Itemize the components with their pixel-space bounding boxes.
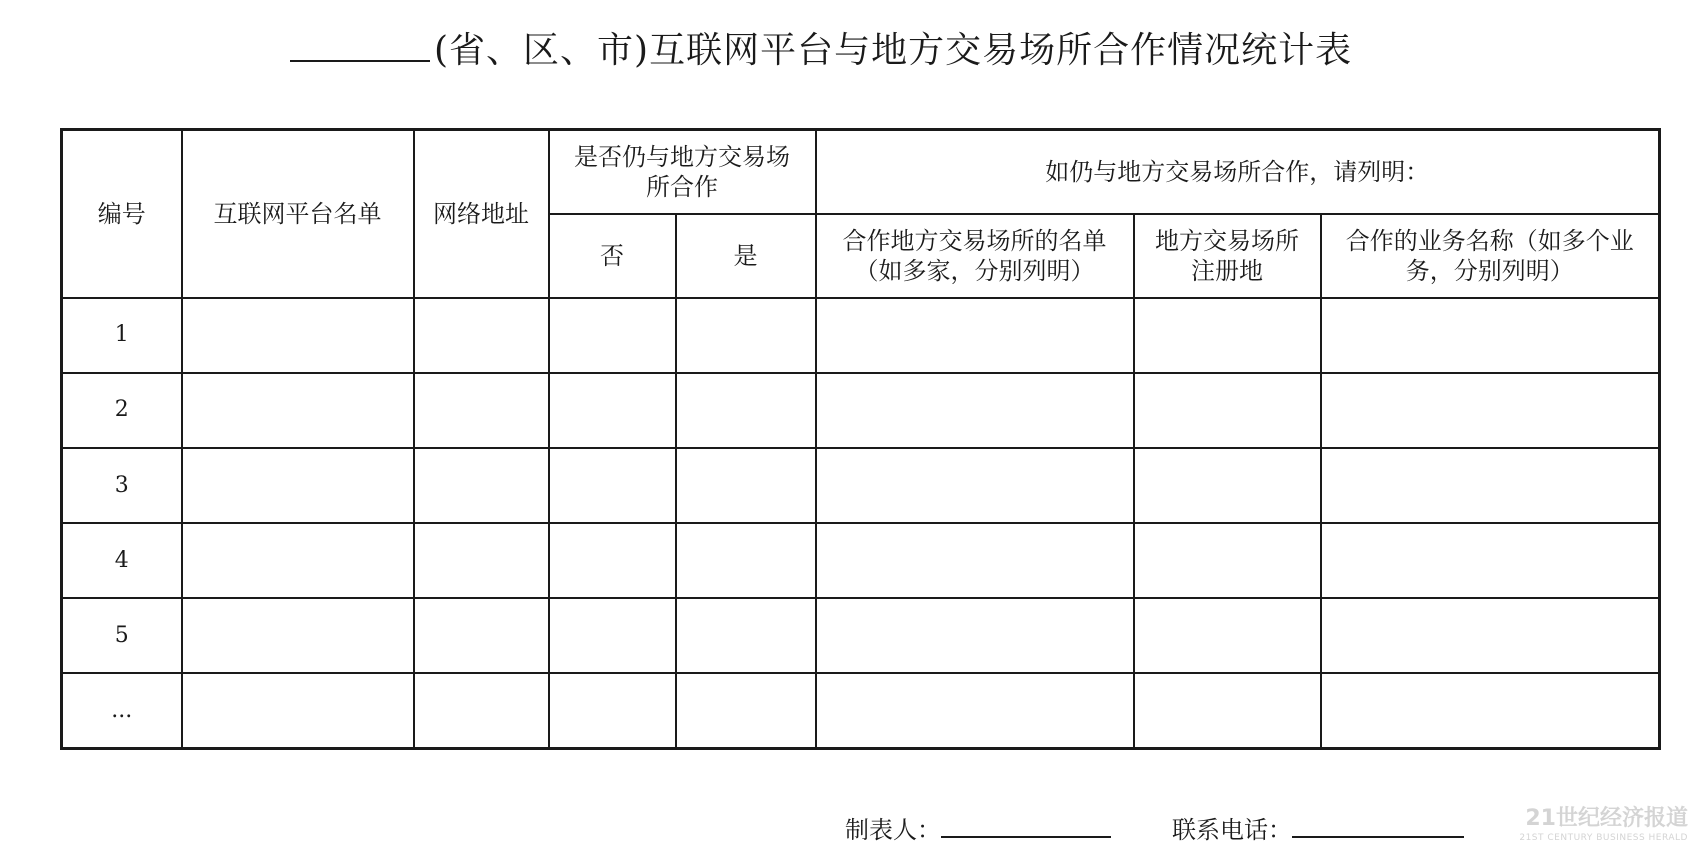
cell-url (414, 298, 549, 373)
header-number: 编号 (62, 130, 182, 298)
cell-yes (676, 673, 816, 748)
cell-yes (676, 298, 816, 373)
cell-registration-place (1134, 298, 1321, 373)
header-platform-list: 互联网平台名单 (182, 130, 414, 298)
cell-registration-place (1134, 373, 1321, 448)
table-row (62, 598, 1660, 673)
table-row (62, 373, 1660, 448)
cell-url (414, 598, 549, 673)
phone-label: 联系电话： (1172, 816, 1292, 844)
preparer-blank (941, 810, 1111, 838)
cell-exchange-names (816, 673, 1134, 748)
cell-url (414, 448, 549, 523)
table-row (62, 448, 1660, 523)
preparer-label: 制表人： (845, 816, 941, 844)
preparer-field (845, 810, 1111, 845)
header-yes: 是 (676, 214, 816, 298)
cell-business-names (1321, 673, 1660, 748)
phone-blank (1292, 810, 1464, 838)
page-title-text: (省、区、市)互联网平台与地方交易场所合作情况统计表 (434, 30, 1353, 71)
cell-platform-name (182, 373, 414, 448)
cell-platform-name (182, 448, 414, 523)
row-number: ... (62, 673, 182, 748)
row-number: 2 (62, 373, 182, 448)
cell-platform-name (182, 598, 414, 673)
cell-yes (676, 373, 816, 448)
cell-exchange-names (816, 373, 1134, 448)
cell-platform-name (182, 673, 414, 748)
cell-registration-place (1134, 448, 1321, 523)
header-exchange-names: 合作地方交易场所的名单（如多家，分别列明） (816, 214, 1134, 298)
watermark-logo (1518, 806, 1688, 844)
page-title (290, 24, 1470, 77)
cell-exchange-names (816, 448, 1134, 523)
cell-yes (676, 448, 816, 523)
cell-no (549, 673, 676, 748)
header-registration-place: 地方交易场所注册地 (1134, 214, 1321, 298)
row-number: 3 (62, 448, 182, 523)
cell-platform-name (182, 298, 414, 373)
cell-registration-place (1134, 598, 1321, 673)
cell-no (549, 298, 676, 373)
cell-url (414, 673, 549, 748)
cell-business-names (1321, 448, 1660, 523)
watermark-main-text: 21世纪经济报道 (1525, 806, 1688, 831)
header-if-cooperating: 如仍与地方交易场所合作，请列明： (816, 130, 1660, 214)
cell-platform-name (182, 523, 414, 598)
row-number: 4 (62, 523, 182, 598)
cell-business-names (1321, 523, 1660, 598)
statistics-table (60, 128, 1661, 750)
phone-field (1172, 810, 1464, 845)
cell-registration-place (1134, 523, 1321, 598)
cell-no (549, 373, 676, 448)
watermark-sub-text: 21ST CENTURY BUSINESS HERALD (1519, 833, 1688, 843)
row-number: 1 (62, 298, 182, 373)
header-still-cooperating: 是否仍与地方交易场所合作 (549, 130, 816, 214)
cell-no (549, 598, 676, 673)
cell-url (414, 523, 549, 598)
table-row (62, 298, 1660, 373)
cell-exchange-names (816, 598, 1134, 673)
header-business-names: 合作的业务名称（如多个业务，分别列明） (1321, 214, 1660, 298)
cell-exchange-names (816, 298, 1134, 373)
cell-no (549, 523, 676, 598)
cell-yes (676, 523, 816, 598)
region-blank (290, 24, 430, 62)
cell-exchange-names (816, 523, 1134, 598)
cell-no (549, 448, 676, 523)
cell-business-names (1321, 598, 1660, 673)
table-row (62, 523, 1660, 598)
header-no: 否 (549, 214, 676, 298)
header-url: 网络地址 (414, 130, 549, 298)
row-number: 5 (62, 598, 182, 673)
cell-registration-place (1134, 673, 1321, 748)
cell-business-names (1321, 298, 1660, 373)
cell-business-names (1321, 373, 1660, 448)
cell-yes (676, 598, 816, 673)
cell-url (414, 373, 549, 448)
table-row (62, 673, 1660, 748)
